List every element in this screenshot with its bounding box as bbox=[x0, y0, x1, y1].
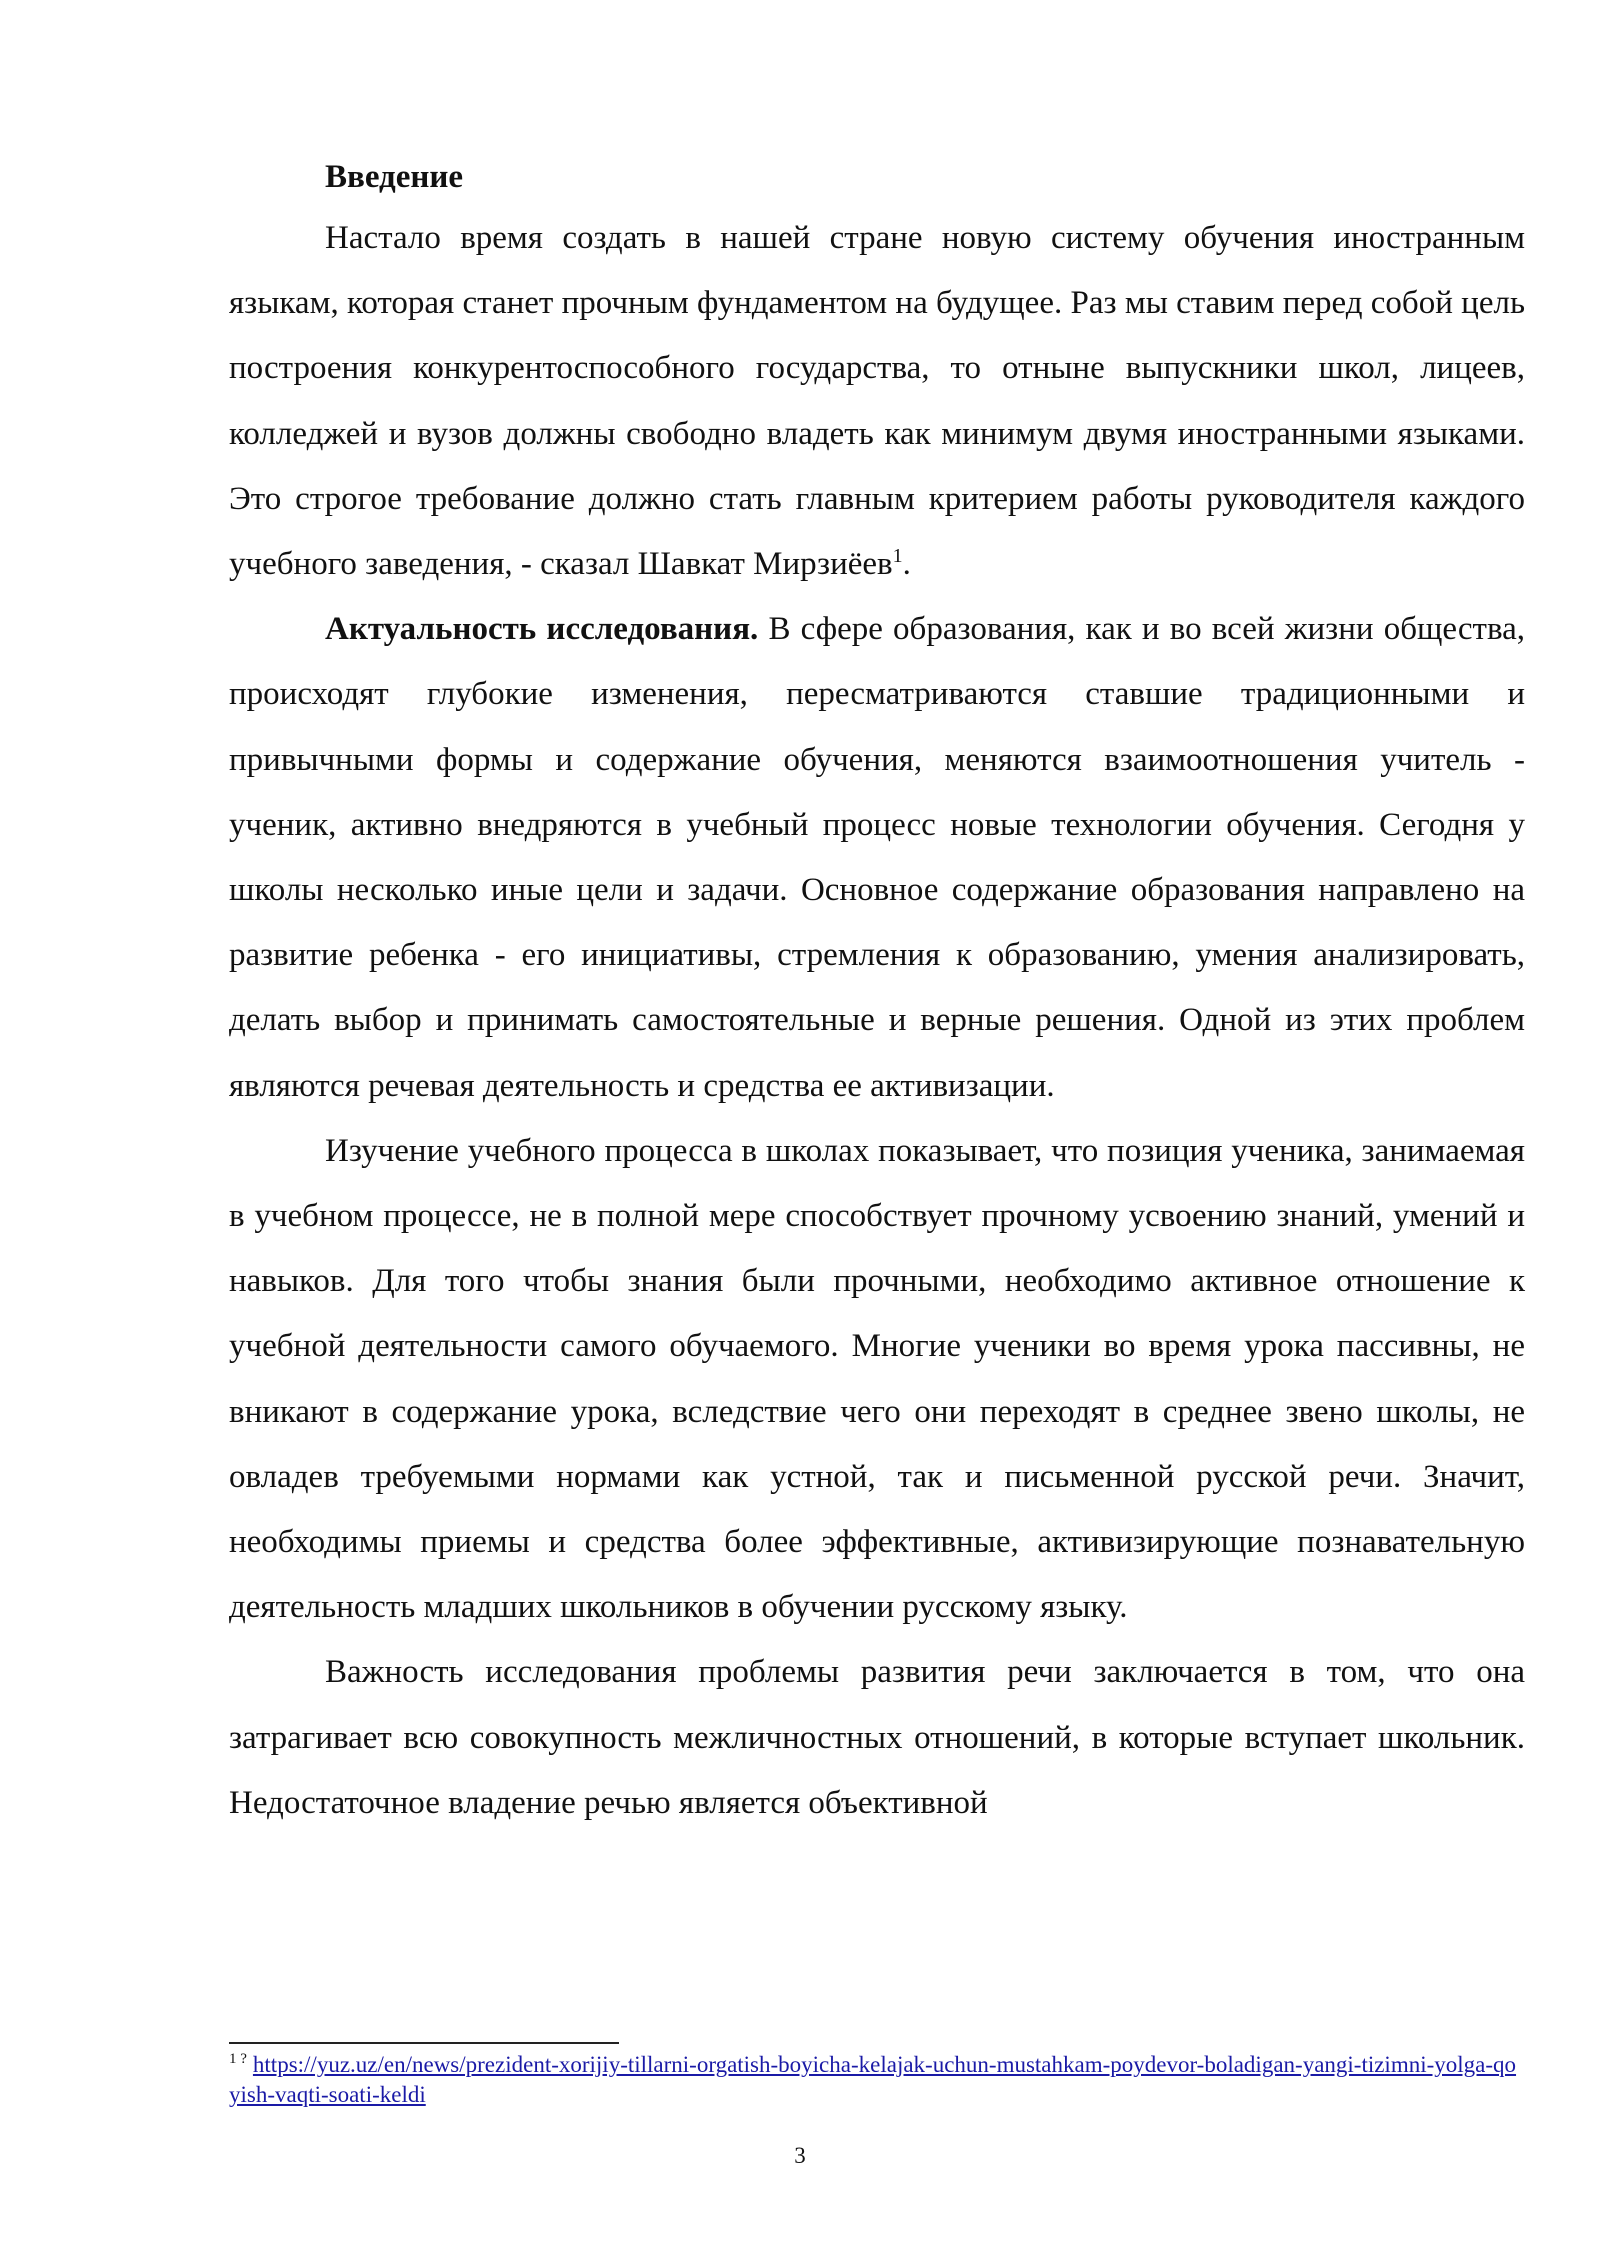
paragraph-importance: Важность исследования проблемы развития речи заключается в том, что она затрагивает всю совокупность межличностных отношений, в которые вступает школьник. Недостаточное владение речью является объективной bbox=[229, 1654, 1525, 1821]
footnote-marker: 1 ? bbox=[229, 2051, 247, 2068]
footnote-reference[interactable]: 1 bbox=[892, 545, 903, 568]
footnote bbox=[229, 2050, 1525, 2110]
paragraph-text: В сфере образования, как и во всей жизни общества, происходят глубокие изменения, пересматриваются ставшие традиционными и привычными формы и содержание обучения, меняются взаимоотношения учитель - ученик, активно внедряются в учебный процесс новые технологии обучения. Сегодня у школы несколько иные цели и задачи. Основное содержание образования направлено на развитие ребенка - его инициативы, стремления к образованию, умения анализировать, делать выбор и принимать самостоятельные и верные решения. Одной из этих проблем являются речевая деятельность и средства ее активизации. bbox=[229, 611, 1525, 1104]
paragraph-intro-quote bbox=[229, 206, 1525, 597]
section-heading: Введение bbox=[325, 159, 464, 195]
paragraph-study: Изучение учебного процесса в школах показывает, что позиция ученика, занимаемая в учебном процессе, не в полной мере способствует прочному усвоению знаний, умений и навыков. Для того чтобы знания были прочными, необходимо активное отношение к учебной деятельности самого обучаемого. Многие ученики во время урока пассивны, не вникают в содержание урока, вследствие чего они переходят в среднее звено школы, не овладев требуемыми нормами как устной, так и письменной русской речи. Значит, необходимы приемы и средства более эффективные, активизирующие познавательную деятельность младших школьников в обучении русскому языку. bbox=[229, 1132, 1525, 1626]
footnote-separator bbox=[229, 2042, 619, 2044]
paragraph-end-punctuation: . bbox=[902, 546, 911, 583]
page-body bbox=[229, 148, 1525, 1836]
paragraph-relevance bbox=[229, 597, 1525, 1119]
paragraph-text: Настало время создать в нашей стране новую систему обучения иностранным языкам, которая станет прочным фундаментом на будущее. Раз мы ставим перед собой цель построения конкурентоспособного государства, то отныне выпускники школ, лицеев, колледжей и вузов должны свободно владеть как минимум двумя иностранными языками. Это строгое требование должно стать главным критерием работы руководителя каждого учебного заведения, - сказал Шавкат Мирзиёев bbox=[229, 220, 1525, 583]
relevance-lead-in: Актуальность исследования. bbox=[325, 611, 759, 648]
page-number: 3 bbox=[794, 2143, 806, 2168]
footnote-link[interactable]: https://yuz.uz/en/news/prezident-xorijiy-tillarni-orgatish-boyicha-kelajak-uchun-mustahkam-poydevor-boladigan-yangi-tizimni-yolga-qoyish-vaqti-soati-keldi bbox=[229, 2052, 1517, 2107]
